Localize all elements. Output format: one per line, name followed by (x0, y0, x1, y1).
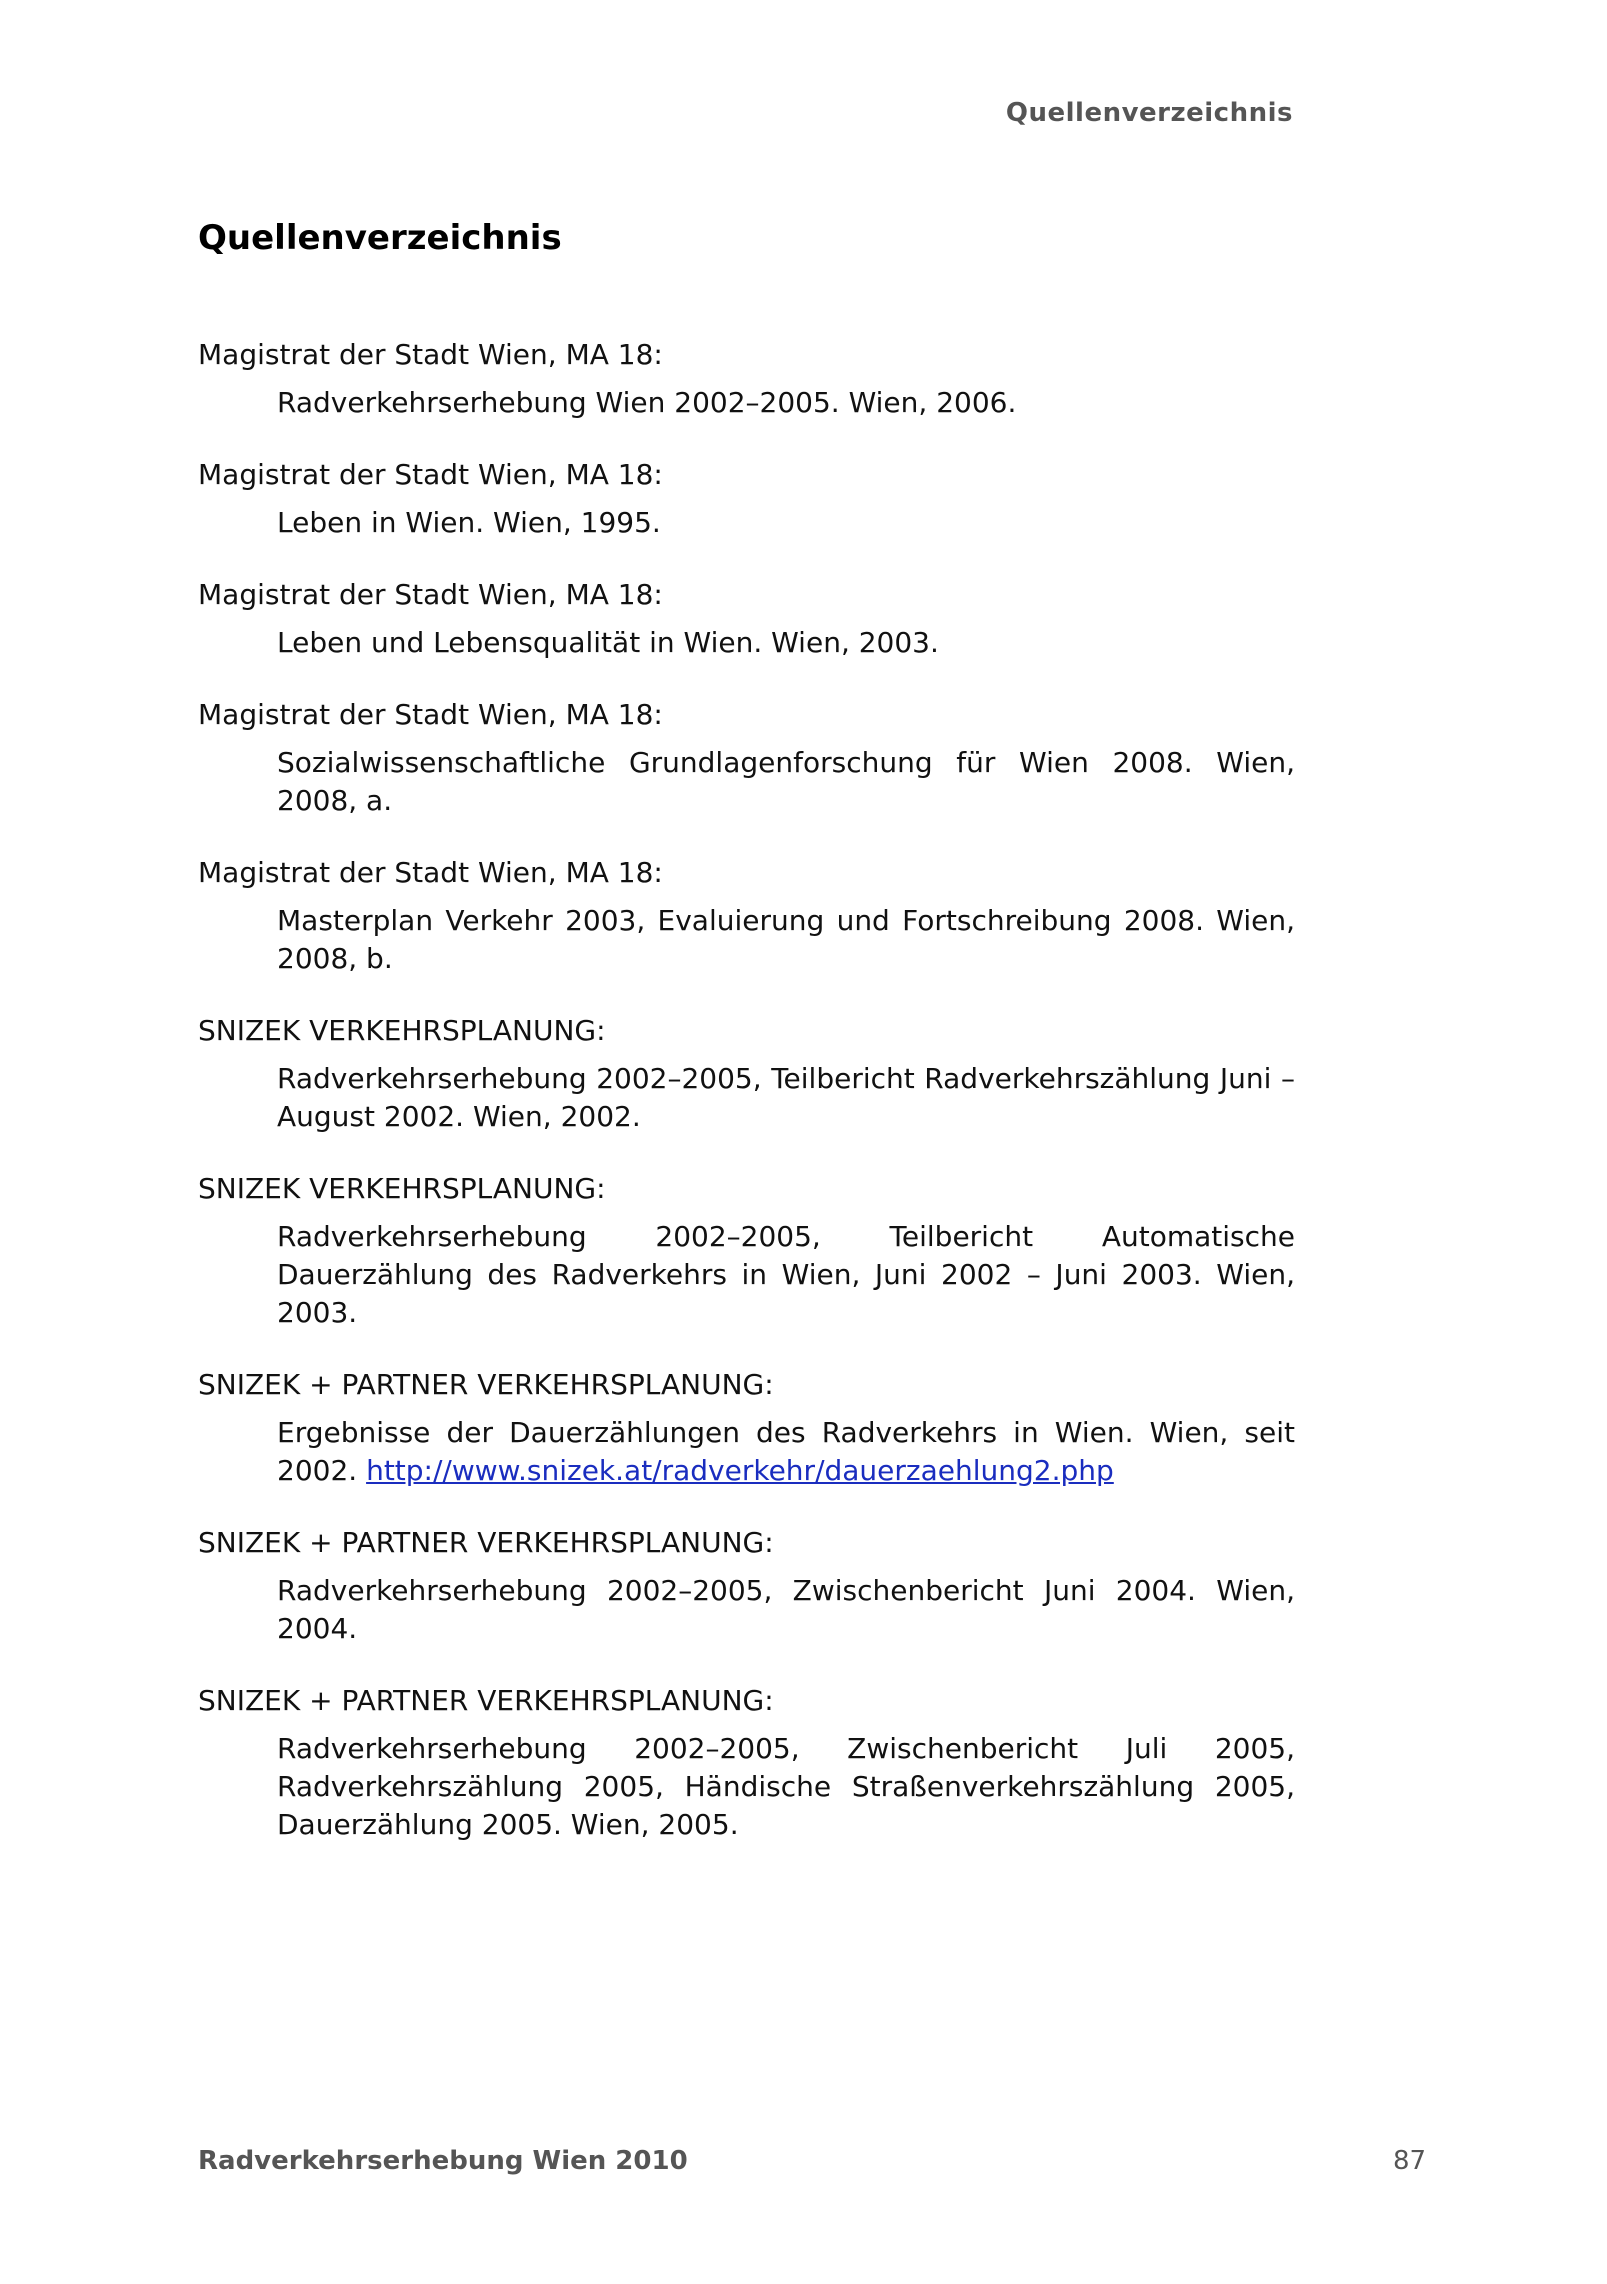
reference-title: Masterplan Verkehr 2003, Evaluierung und Fortschreibung 2008. Wien, 2008, b. (277, 904, 1295, 975)
reference-author: Magistrat der Stadt Wien, MA 18: (198, 578, 663, 611)
reference-title: Radverkehrserhebung 2002–2005, Zwischenbericht Juli 2005, Radverkehrszählung 2005, Händische Straßenverkehrszählung 2005, Dauerzählung 2005. Wien, 2005. (277, 1732, 1295, 1841)
reference-title: Radverkehrserhebung 2002–2005, Teilbericht Automatische Dauerzählung des Radverkehrs in Wien, Juni 2002 – Juni 2003. Wien, 2003. (277, 1220, 1295, 1329)
reference-title: Leben in Wien. Wien, 1995. (277, 506, 661, 539)
page-title: Quellenverzeichnis (198, 218, 562, 258)
reference-item (198, 1524, 1295, 1648)
reference-item (198, 696, 1295, 820)
reference-item (198, 456, 1295, 542)
reference-author: SNIZEK + PARTNER VERKEHRSPLANUNG: (198, 1368, 774, 1401)
reference-author: Magistrat der Stadt Wien, MA 18: (198, 458, 663, 491)
reference-author: SNIZEK + PARTNER VERKEHRSPLANUNG: (198, 1526, 774, 1559)
page-number: 87 (1393, 2146, 1427, 2176)
reference-title: Sozialwissenschaftliche Grundlagenforschung für Wien 2008. Wien, 2008, a. (277, 746, 1295, 817)
reference-title: Leben und Lebensqualität in Wien. Wien, 2003. (277, 626, 939, 659)
reference-author: Magistrat der Stadt Wien, MA 18: (198, 698, 663, 731)
reference-item (198, 1366, 1295, 1490)
reference-author: Magistrat der Stadt Wien, MA 18: (198, 338, 663, 371)
reference-item (198, 1012, 1295, 1136)
reference-author: SNIZEK VERKEHRSPLANUNG: (198, 1014, 606, 1047)
footer-title: Radverkehrserhebung Wien 2010 (198, 2146, 688, 2176)
reference-item (198, 336, 1295, 422)
reference-author: SNIZEK VERKEHRSPLANUNG: (198, 1172, 606, 1205)
reference-item (198, 576, 1295, 662)
reference-title (198, 1414, 1295, 1490)
reference-list (198, 336, 1295, 1878)
reference-title: Radverkehrserhebung 2002–2005, Zwischenbericht Juni 2004. Wien, 2004. (277, 1574, 1295, 1645)
reference-item (198, 1682, 1295, 1844)
reference-title: Radverkehrserhebung 2002–2005, Teilbericht Radverkehrszählung Juni – August 2002. Wien, 2002. (277, 1062, 1295, 1133)
reference-item (198, 1170, 1295, 1332)
reference-author: SNIZEK + PARTNER VERKEHRSPLANUNG: (198, 1684, 774, 1717)
reference-item (198, 854, 1295, 978)
reference-author: Magistrat der Stadt Wien, MA 18: (198, 856, 663, 889)
reference-title: Radverkehrserhebung Wien 2002–2005. Wien, 2006. (277, 386, 1017, 419)
reference-link[interactable]: http://www.snizek.at/radverkehr/dauerzaehlung2.php (366, 1454, 1114, 1487)
reference-title-text: Ergebnisse der Dauerzählungen des Radverkehrs in Wien. Wien, seit 2002. (277, 1416, 1295, 1487)
running-header: Quellenverzeichnis (1005, 98, 1293, 128)
